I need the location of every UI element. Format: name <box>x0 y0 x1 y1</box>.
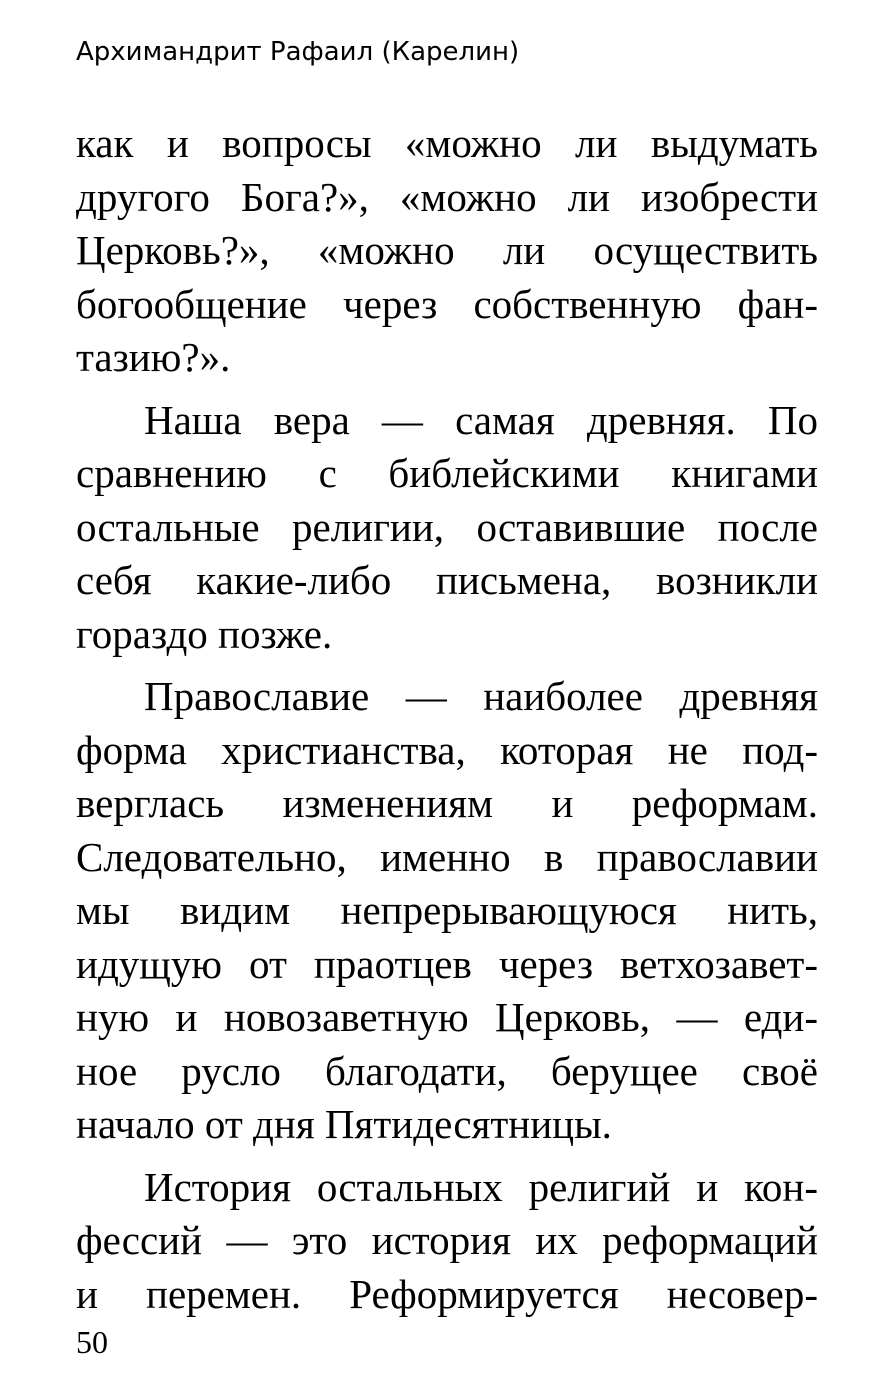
text-line: другого Бога?», «можно ли изобрести <box>76 173 818 220</box>
text-line: форма христианства, которая не под- <box>76 726 818 773</box>
text-line: идущую от праотцев через ветхозавет- <box>76 940 818 987</box>
text-line: остальные религии, оставившие после <box>76 503 818 550</box>
text-line: Православие — наиболее древняя <box>144 673 818 719</box>
text-line: верглась изменениям и реформам. <box>76 780 818 826</box>
text-line: начало от дня Пятидесятницы. <box>76 1101 612 1147</box>
text-line: и перемен. Реформируется несовер- <box>76 1270 818 1317</box>
running-header: Архимандрит Рафаил (Карелин) <box>76 37 520 67</box>
text-line: мы видим непрерывающуюся нить, <box>76 887 818 933</box>
text-line: как и вопросы «можно ли выдумать <box>76 120 818 166</box>
text-line: ное русло благодати, берущее своё <box>76 1047 818 1094</box>
page-number: 50 <box>76 1324 108 1360</box>
text-line: фессий — это история их реформаций <box>76 1217 818 1263</box>
text-line: себя какие-либо письмена, возникли <box>76 557 818 603</box>
body-text <box>76 117 818 1321</box>
text-line: богообщение через собственную фан- <box>76 280 818 327</box>
paragraph <box>76 394 818 662</box>
text-line: ную и новозаветную Церковь, — еди- <box>76 994 818 1040</box>
paragraph <box>76 670 818 1152</box>
paragraph <box>76 1161 818 1322</box>
paragraph <box>76 117 818 385</box>
text-line: гораздо позже. <box>76 610 333 657</box>
text-line: Следовательно, именно в православии <box>76 833 818 880</box>
text-line: тазию?». <box>76 334 231 380</box>
text-line: История остальных религий и кон- <box>144 1163 818 1210</box>
text-line: сравнению с библейскими книгами <box>76 450 818 496</box>
text-line: Наша вера — самая древняя. По <box>144 396 818 443</box>
text-line: Церковь?», «можно ли осуществить <box>76 227 818 273</box>
